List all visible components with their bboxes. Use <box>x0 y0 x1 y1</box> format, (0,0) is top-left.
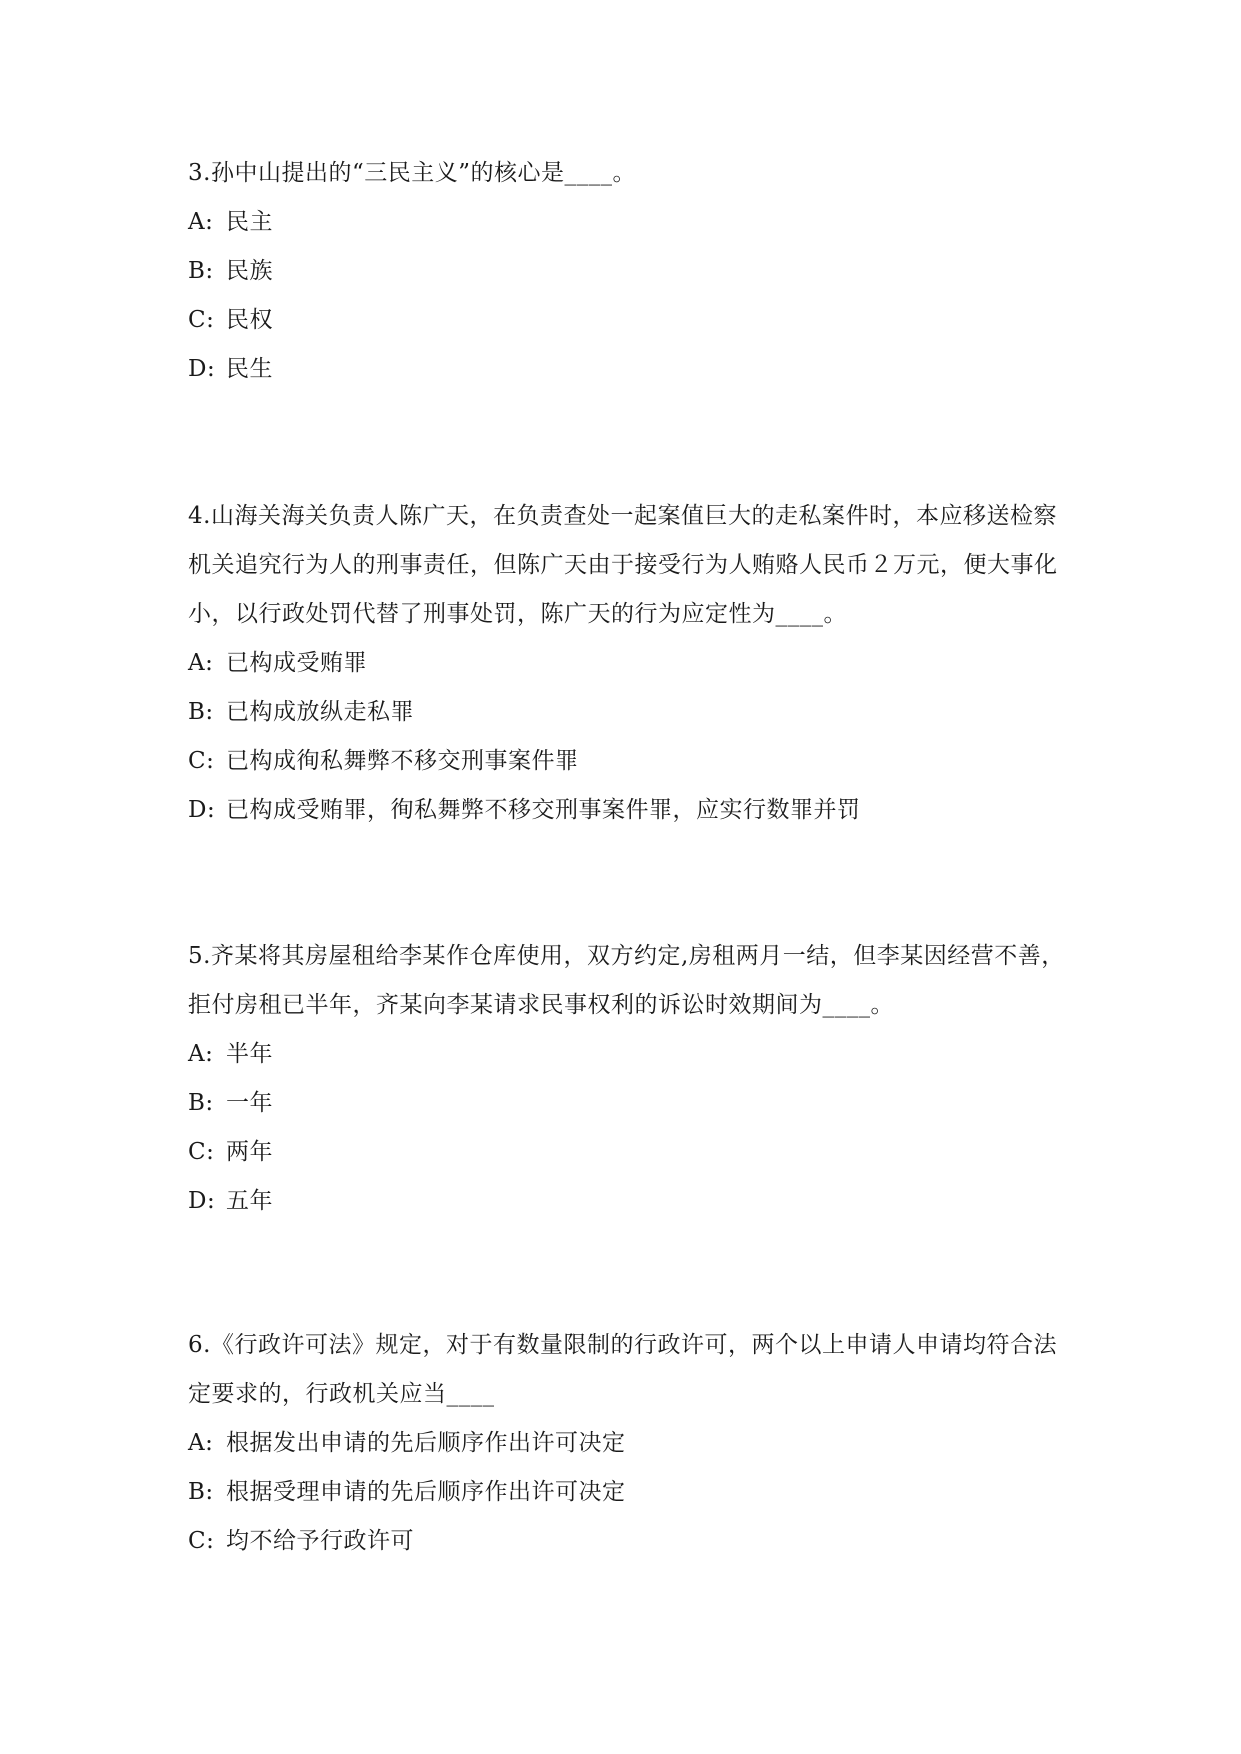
option-letter: B: <box>188 699 214 725</box>
option-text: 民权 <box>226 307 273 333</box>
option-text: 已构成受贿罪 <box>226 650 367 676</box>
option-d <box>188 1177 1068 1226</box>
option-c <box>188 1128 1068 1177</box>
question-stem: 4.山海关海关负责人陈广天，在负责查处一起案值巨大的走私案件时，本应移送检察机关追究行为人的刑事责任，但陈广天由于接受行为人贿赂人民币２万元，便大事化小，以行政处罚代替了刑事处罚，陈广天的行为应定性为____。 <box>188 503 1058 627</box>
option-text: 五年 <box>226 1188 273 1214</box>
question-6 <box>188 1321 1068 1566</box>
question-stem: 6.《行政许可法》规定，对于有数量限制的行政许可，两个以上申请人申请均符合法定要求的，行政机关应当____ <box>188 1332 1057 1407</box>
option-a <box>188 1030 1068 1079</box>
option-text: 民生 <box>226 356 273 382</box>
option-a <box>188 639 1068 688</box>
option-a <box>188 198 1068 247</box>
option-text: 已构成放纵走私罪 <box>226 699 414 725</box>
option-text: 已构成徇私舞弊不移交刑事案件罪 <box>226 748 579 774</box>
option-b <box>188 1079 1068 1128</box>
option-letter: A: <box>188 1041 214 1067</box>
option-d <box>188 786 1068 835</box>
option-letter: A: <box>188 1430 214 1456</box>
option-letter: C: <box>188 748 215 774</box>
option-letter: C: <box>188 1528 215 1554</box>
option-letter: B: <box>188 1479 214 1505</box>
question-4 <box>188 492 1068 835</box>
option-c <box>188 1517 1068 1566</box>
option-b <box>188 247 1068 296</box>
question-stem: 3.孙中山提出的“三民主义”的核心是____。 <box>188 160 636 186</box>
option-text: 一年 <box>226 1090 273 1116</box>
question-5 <box>188 932 1068 1226</box>
option-text: 半年 <box>226 1041 273 1067</box>
question-3 <box>188 149 1068 394</box>
option-d <box>188 345 1068 394</box>
option-letter: D: <box>188 797 216 823</box>
option-letter: D: <box>188 356 216 382</box>
option-c <box>188 737 1068 786</box>
option-b <box>188 1468 1068 1517</box>
option-text: 两年 <box>226 1139 273 1165</box>
option-a <box>188 1419 1068 1468</box>
option-text: 民主 <box>226 209 273 235</box>
question-stem: 5.齐某将其房屋租给李某作仓库使用，双方约定,房租两月一结，但李某因经营不善，拒付房租已半年，齐某向李某请求民事权利的诉讼时效期间为____。 <box>188 943 1065 1018</box>
option-letter: A: <box>188 650 214 676</box>
option-text: 已构成受贿罪，徇私舞弊不移交刑事案件罪，应实行数罪并罚 <box>226 797 861 823</box>
option-text: 民族 <box>226 258 273 284</box>
option-b <box>188 688 1068 737</box>
option-c <box>188 296 1068 345</box>
option-letter: C: <box>188 1139 215 1165</box>
option-text: 根据发出申请的先后顺序作出许可决定 <box>226 1430 626 1456</box>
option-letter: C: <box>188 307 215 333</box>
option-letter: A: <box>188 209 214 235</box>
option-text: 根据受理申请的先后顺序作出许可决定 <box>226 1479 626 1505</box>
option-letter: B: <box>188 258 214 284</box>
option-letter: B: <box>188 1090 214 1116</box>
option-letter: D: <box>188 1188 216 1214</box>
option-text: 均不给予行政许可 <box>226 1528 414 1554</box>
